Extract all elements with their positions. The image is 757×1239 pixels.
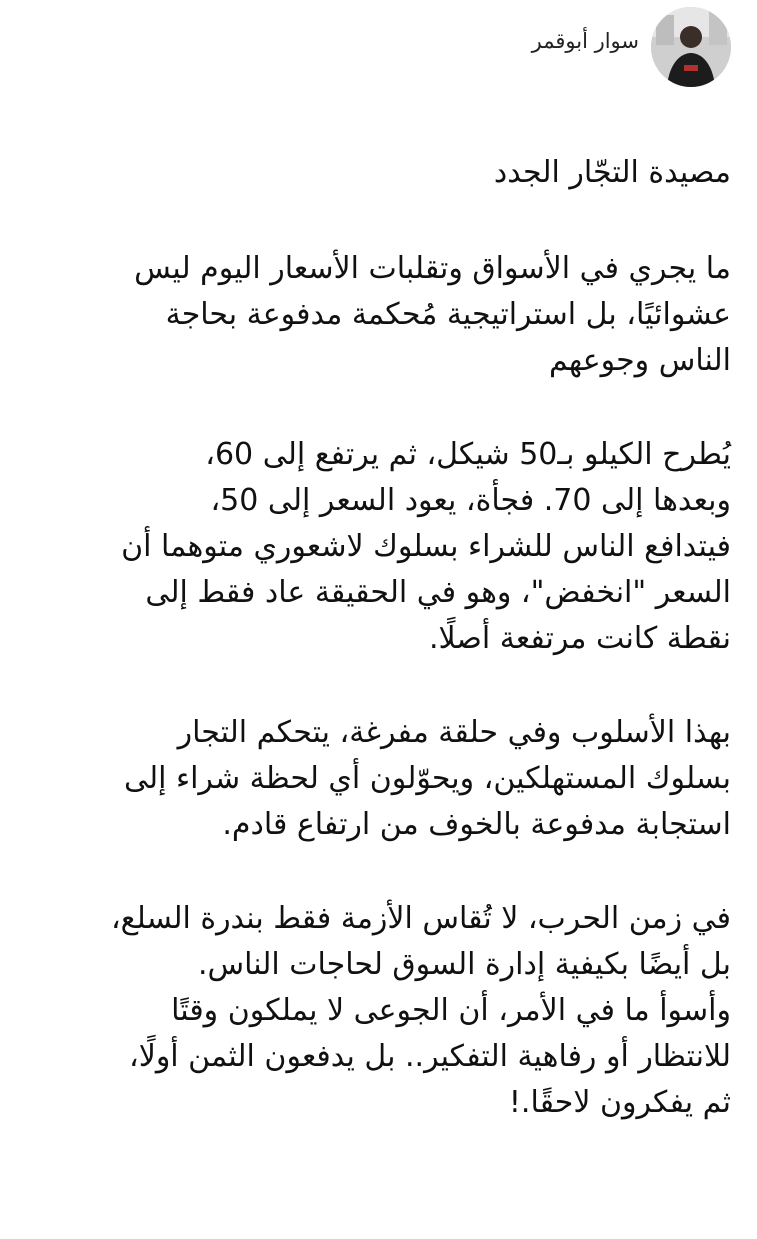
- text-line: وأسوأ ما في الأمر، أن الجوعى لا يملكون وقتًا: [171, 993, 731, 1028]
- text-line: فيتدافع الناس للشراء بسلوك لاشعوري متوهما أن: [121, 529, 731, 564]
- paragraph-3: [31, 710, 731, 848]
- text-line: بل أيضًا بكيفية إدارة السوق لحاجات الناس.: [197, 947, 731, 982]
- text-line: وبعدها إلى 70. فجأة، يعود السعر إلى 50،: [210, 483, 731, 518]
- text-line: بسلوك المستهلكين، ويحوّلون أي لحظة شراء إلى: [123, 761, 731, 796]
- avatar[interactable]: [651, 7, 731, 87]
- text-line: نقطة كانت مرتفعة أصلًا.: [428, 621, 731, 656]
- text-line: بهذا الأسلوب وفي حلقة مفرغة، يتحكم التجار: [177, 715, 731, 750]
- paragraph-2: [31, 432, 731, 662]
- author-name[interactable]: سوار أبوقمر: [531, 29, 639, 53]
- text-line: السعر "انخفض"، وهو في الحقيقة عاد فقط إلى: [145, 575, 731, 610]
- profile-photo-icon: [651, 7, 731, 87]
- text-line: الناس وجوعهم: [548, 343, 731, 378]
- paragraph-4: [31, 896, 731, 1126]
- text-line: يُطرح الكيلو بـ50 شيكل، ثم يرتفع إلى 60،: [205, 437, 731, 472]
- text-line: في زمن الحرب، لا تُقاس الأزمة فقط بندرة السلع،: [111, 901, 731, 936]
- paragraph-1: [31, 246, 731, 384]
- text-line: ثم يفكرون لاحقًا.!: [508, 1085, 731, 1120]
- post-header: [532, 2, 731, 92]
- post-content: [31, 150, 731, 1174]
- text-line: للانتظار أو رفاهية التفكير.. بل يدفعون الثمن أولًا،: [129, 1039, 731, 1074]
- text-line: ما يجري في الأسواق وتقلبات الأسعار اليوم ليس: [134, 251, 731, 286]
- post-title: مصيدة التجّار الجدد: [493, 155, 731, 190]
- text-line: استجابة مدفوعة بالخوف من ارتفاع قادم.: [222, 807, 731, 842]
- text-line: عشوائيًا، بل استراتيجية مُحكمة مدفوعة بحاجة: [165, 297, 731, 332]
